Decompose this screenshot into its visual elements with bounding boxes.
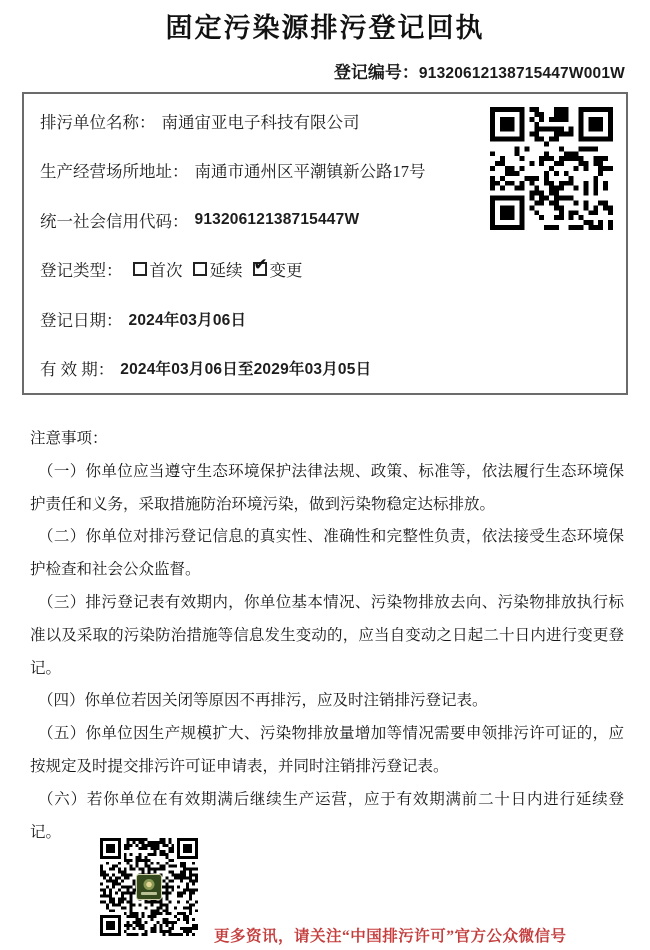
- checkbox-renewal-icon: [193, 262, 207, 276]
- note-item-6: （六）若你单位在有效期满后继续生产运营，应于有效期满前二十日内进行延续登记。: [30, 790, 624, 841]
- note-item-1: （一）你单位应当遵守生态环境保护法律法规、政策、标准等，依法履行生态环境保护责任和义务，采取措施防治环境污染，做到污染物稳定达标排放。: [30, 462, 624, 513]
- registration-qr-code: [490, 107, 613, 230]
- field-registration-type: [40, 245, 626, 295]
- validity-label: 有 效 期：: [40, 360, 115, 380]
- note-item-5: （五）你单位因生产规模扩大、污染物排放量增加等情况需要申领排污许可证的，应按规定及时提交排污许可证申请表，并同时注销排污登记表。: [30, 725, 624, 775]
- unit-name-value: 南通宙亚电子科技有限公司: [161, 112, 360, 132]
- qr-center-logo: [136, 874, 162, 900]
- checkbox-renewal-label: 延续: [209, 261, 243, 281]
- registration-number-label: 登记编号：: [333, 63, 419, 82]
- wechat-qr-code: [100, 838, 198, 936]
- checkbox-option-change: [253, 257, 303, 281]
- credit-code-label: 统一社会信用代码：: [40, 211, 189, 231]
- page-title: 固定污染源排污登记回执: [165, 13, 485, 43]
- checkbox-first-label: 首次: [149, 261, 183, 281]
- address-value: 南通市通州区平潮镇新公路17号: [194, 162, 426, 182]
- notes-section: [30, 423, 624, 849]
- checkbox-change-label: 变更: [269, 261, 303, 281]
- registration-date-label: 登记日期：: [40, 310, 123, 330]
- check-icon: ✔: [253, 255, 268, 276]
- unit-name-label: 排污单位名称：: [40, 112, 156, 132]
- note-item-3: （三）排污登记表有效期内，你单位基本情况、污染物排放去向、污染物排放执行标准以及采取的污染防治措施等信息发生变动的，应当自变动之日起二十日内进行变更登记。: [30, 593, 624, 677]
- note-item-2: （二）你单位对排污登记信息的真实性、准确性和完整性负责，依法接受生态环境保护检查和社会公众监督。: [30, 528, 624, 579]
- registration-number-value: 91320612138715447W001W: [418, 65, 625, 82]
- checkbox-option-renewal: [193, 257, 243, 281]
- note-item-4: （四）你单位若因关闭等原因不再排污，应及时注销排污登记表。: [38, 692, 488, 710]
- footer-note: 更多资讯，请关注“中国排污许可”官方公众微信号: [214, 928, 567, 945]
- registration-number: [334, 58, 625, 83]
- credit-code-value: 91320612138715447W: [194, 210, 360, 228]
- registration-date-value: 2024年03月06日: [128, 311, 247, 329]
- info-box: [22, 92, 628, 395]
- address-label: 生产经营场所地址：: [40, 162, 189, 182]
- checkbox-first-icon: [133, 262, 147, 276]
- checkbox-change-icon: [253, 255, 268, 276]
- field-validity: [40, 344, 626, 394]
- validity-value: 2024年03月06日至2029年03月05日: [120, 361, 372, 379]
- registration-type-label: 登记类型：: [40, 261, 123, 281]
- field-registration-date: [40, 294, 626, 344]
- notes-heading: 注意事项：: [30, 430, 108, 447]
- checkbox-option-first: [133, 257, 183, 281]
